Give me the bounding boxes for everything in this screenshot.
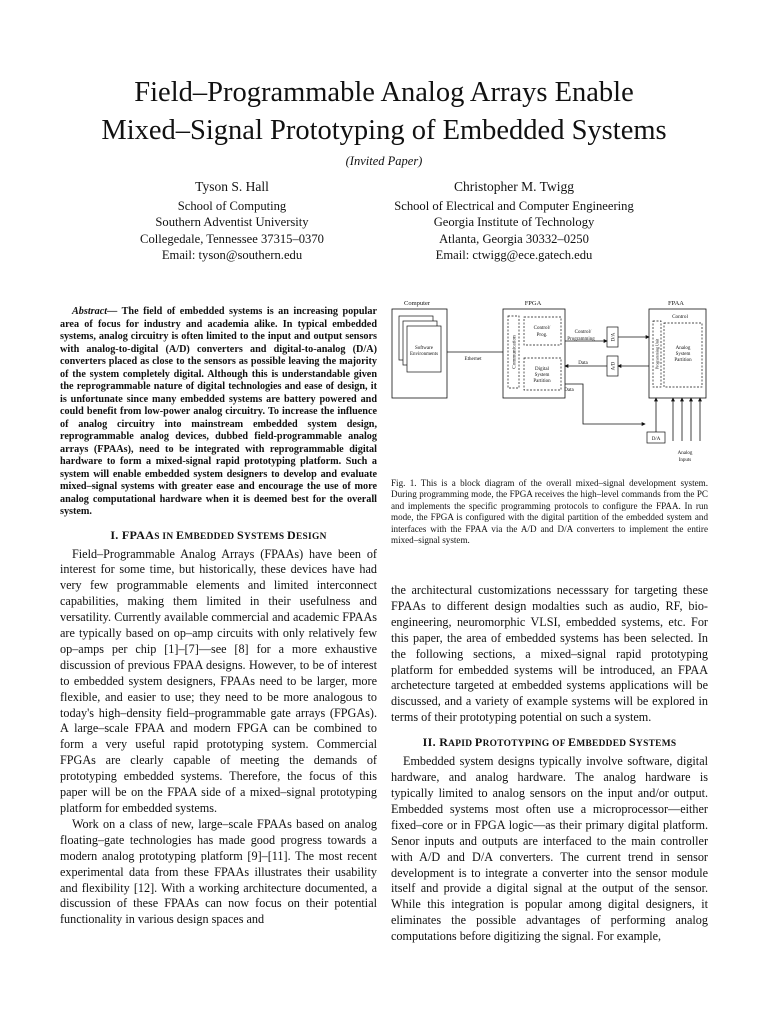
label-control-fpaa: Control [672, 314, 688, 320]
author-block-2 [383, 179, 645, 263]
label-analog: Analog [675, 346, 691, 351]
heading-part: E [568, 735, 577, 750]
paragraph: the architectural customizations necesssary for targeting these FPAAs to different design modalties such as audio, RF, bio-engineering, neuromorphic VLSI, embedded systems, etc. For this paper, the area of embedded systems has been selected. In the following sections, a mixed–signal rapid prototyping platform for embedded systems will be introduced, an FPAA archetecture targeted at embedded systems applications will be discussed, and a variety of example systems will be explored in terms of their prototyping potential on such a system. [391, 583, 708, 725]
heading-part: R [439, 735, 449, 750]
abstract-label: Abstract— [72, 306, 118, 317]
author-address: Atlanta, Georgia 30332–0250 [439, 231, 589, 246]
label-fpaa: FPAA [667, 300, 685, 307]
label-control-prog: Control/ [533, 326, 551, 331]
label-digital: Digital [535, 367, 549, 372]
label-prog: Prog. [536, 333, 548, 338]
heading-part: S [237, 527, 245, 542]
invited-paper-note: (Invited Paper) [345, 154, 423, 168]
label-da-bottom: D/A [651, 437, 661, 442]
section-number: I. [110, 527, 119, 542]
heading-part: ROTOTYPING OF [482, 739, 569, 750]
heading-part: D [287, 527, 296, 542]
label-programming-unit: Programming Unit [654, 338, 660, 370]
section-number: II. [422, 735, 436, 750]
label-data-1: Data [578, 361, 588, 366]
label-analog-inputs-2: Inputs [678, 458, 692, 463]
label-ad: A/D [611, 361, 617, 371]
right-column [391, 583, 708, 945]
label-control: Control/ [574, 330, 592, 335]
label-fpga: FPGA [524, 300, 542, 307]
left-column [60, 306, 377, 928]
label-computer: Computer [404, 300, 430, 307]
author-affiliation: School of Computing [177, 199, 287, 214]
figure-caption: Fig. 1. This is a block diagram of the overall mixed–signal development system. During programming mode, the FPGA receives the high–level commands from the PC and implements the specific programming protocols to configure the FPAA. In run mode, the FPGA is configured with the digital partition of the embedded system and interfaces with the FPAA via the A/D and D/A converters to implement the entire mixed–signal system. [391, 478, 708, 546]
heading-part: P [474, 735, 483, 750]
author-affiliation: School of Electrical and Computer Engineering [394, 199, 634, 214]
label-ethernet: Ethernet [464, 357, 482, 362]
heading-part: YSTEMS [636, 739, 677, 750]
heading-part: APID [448, 739, 475, 750]
heading-part: ESIGN [295, 531, 327, 542]
author-name: Tyson S. Hall [195, 179, 269, 194]
author-institution: Georgia Institute of Technology [433, 215, 595, 230]
figure-1-block-diagram [391, 296, 708, 468]
block-diagram-svg [391, 296, 708, 468]
title-line-1: Field–Programmable Analog Arrays Enable [134, 77, 634, 108]
author-email: Email: ctwigg@ece.gatech.edu [435, 247, 593, 262]
heading-part: MBEDDED [576, 739, 630, 750]
author-address: Collegedale, Tennessee 37315–0370 [140, 231, 324, 246]
label-software: Software [414, 346, 434, 351]
author-email: Email: tyson@southern.edu [161, 247, 303, 262]
abstract-text: The field of embedded systems is an increasing popular area of focus for industry and academia alike. In typical embedded systems, analog circuitry is often limited to the input and output sensors with analog-to-digital (A/D) converters and digital-to-analog (D/A) converters placed as close to the sensors as possible leaving the majority of the system completely digital. Although this is understandable given the reprogrammable nature of digital technologies and ease of design, it is unfortunate since many embedded systems are battery powered and could benefit from low-power analog circuitry. To increase the influence of analog circuitry into mainstream embedded system design, reprogrammable analog devices, dubbed field-programmable analog arrays (FPAAs), need to be integrated with reprogrammable digital hardware to form a mixed-signal rapid prototyping platform. Such a system will enable embedded system designers to develop and evaluate mixed–signal systems with greater ease and encourage the use of more analog computational hardware when it is deemed best for the overall system. [60, 306, 377, 517]
heading-part: S IN [154, 531, 177, 542]
heading-part: MBEDDED [184, 531, 238, 542]
heading-part: E [176, 527, 185, 542]
label-system: System [534, 373, 550, 378]
paragraph: Embedded system designs typically involve software, digital hardware, and analog hardware. The analog hardware is typically limited to analog sensors on the input and/or output. Embedded systems most often use a microprocessor—either fixed–core or in FPGA logic—as their primary digital platform. Senor inputs and outputs are interfaced to the main controller with A/D and D/A converters. The current trend in sensor development is to integrate a converter into the sensor module itself and provide a digital signal at the output of the sensor. While this integration is popular among digital designers, it eliminates the possible advantages of performing analog computations before digitizing the signal. For example, [391, 754, 708, 944]
label-analog-system: System [675, 352, 691, 357]
label-analog-inputs-1: Analog [677, 451, 693, 456]
paper-title [0, 74, 768, 150]
title-line-2: Mixed–Signal Prototyping of Embedded Systems [101, 115, 667, 146]
label-data-2: Data [564, 388, 574, 393]
heading-part: FPAA [121, 527, 155, 542]
control-prog-block [524, 317, 561, 345]
author-block-1 [110, 179, 354, 263]
heading-part: S [629, 735, 636, 750]
section-heading-1 [60, 528, 377, 543]
abstract [60, 306, 377, 519]
label-communication: Communication [511, 335, 518, 369]
author-institution: Southern Adventist University [155, 215, 309, 230]
heading-part: YSTEMS [244, 531, 288, 542]
paragraph: Field–Programmable Analog Arrays (FPAAs) have been of interest for some time, but historically, these devices have had very few programmable elements and limited interconnect capabilities, making them limited in their usefulness and versatility. Currently available commercial and academic FPAAs are typically based on op–amp circuits with only relatively few op–amps per chip [1]–[7]—see [8] for a more exhaustive discussion of previous FPAA designs. However, to be of interest to embedded system designers, FPAAs need to be larger, more flexible, and easier to use; they need to be more analogous to today's high–density field–programmable gate arrays (FPGAs). A large–scale FPAA and modern FPGA can be combined to form a very useful rapid prototyping system. Commercial FPGAs are clearly capable of meeting the demands of prototyping embedded systems. Therefore, the focus of this paper will be on the FPAA side of a mixed–signal prototyping platform for embedded systems. [60, 546, 377, 815]
label-partition: Partition [533, 379, 551, 384]
label-programming: Programming [567, 337, 595, 342]
paragraph: Work on a class of new, large–scale FPAAs based on analog floating–gate technologies has made good progress towards a modern analog prototyping platform [9]–[11]. The most recent experimental data from these FPAAs illustrates their usability and flexibility [12]. With a working architecture documented, a discussion of these FPAAs can now focus on their potential functionality in various design spaces and [60, 816, 377, 927]
label-da: D/A [611, 332, 617, 342]
author-name: Christopher M. Twigg [454, 179, 574, 194]
data-to-da-line [565, 384, 645, 424]
label-analog-partition: Partition [674, 358, 692, 363]
section-heading-2 [391, 735, 708, 750]
label-environments: Environments [409, 352, 439, 357]
